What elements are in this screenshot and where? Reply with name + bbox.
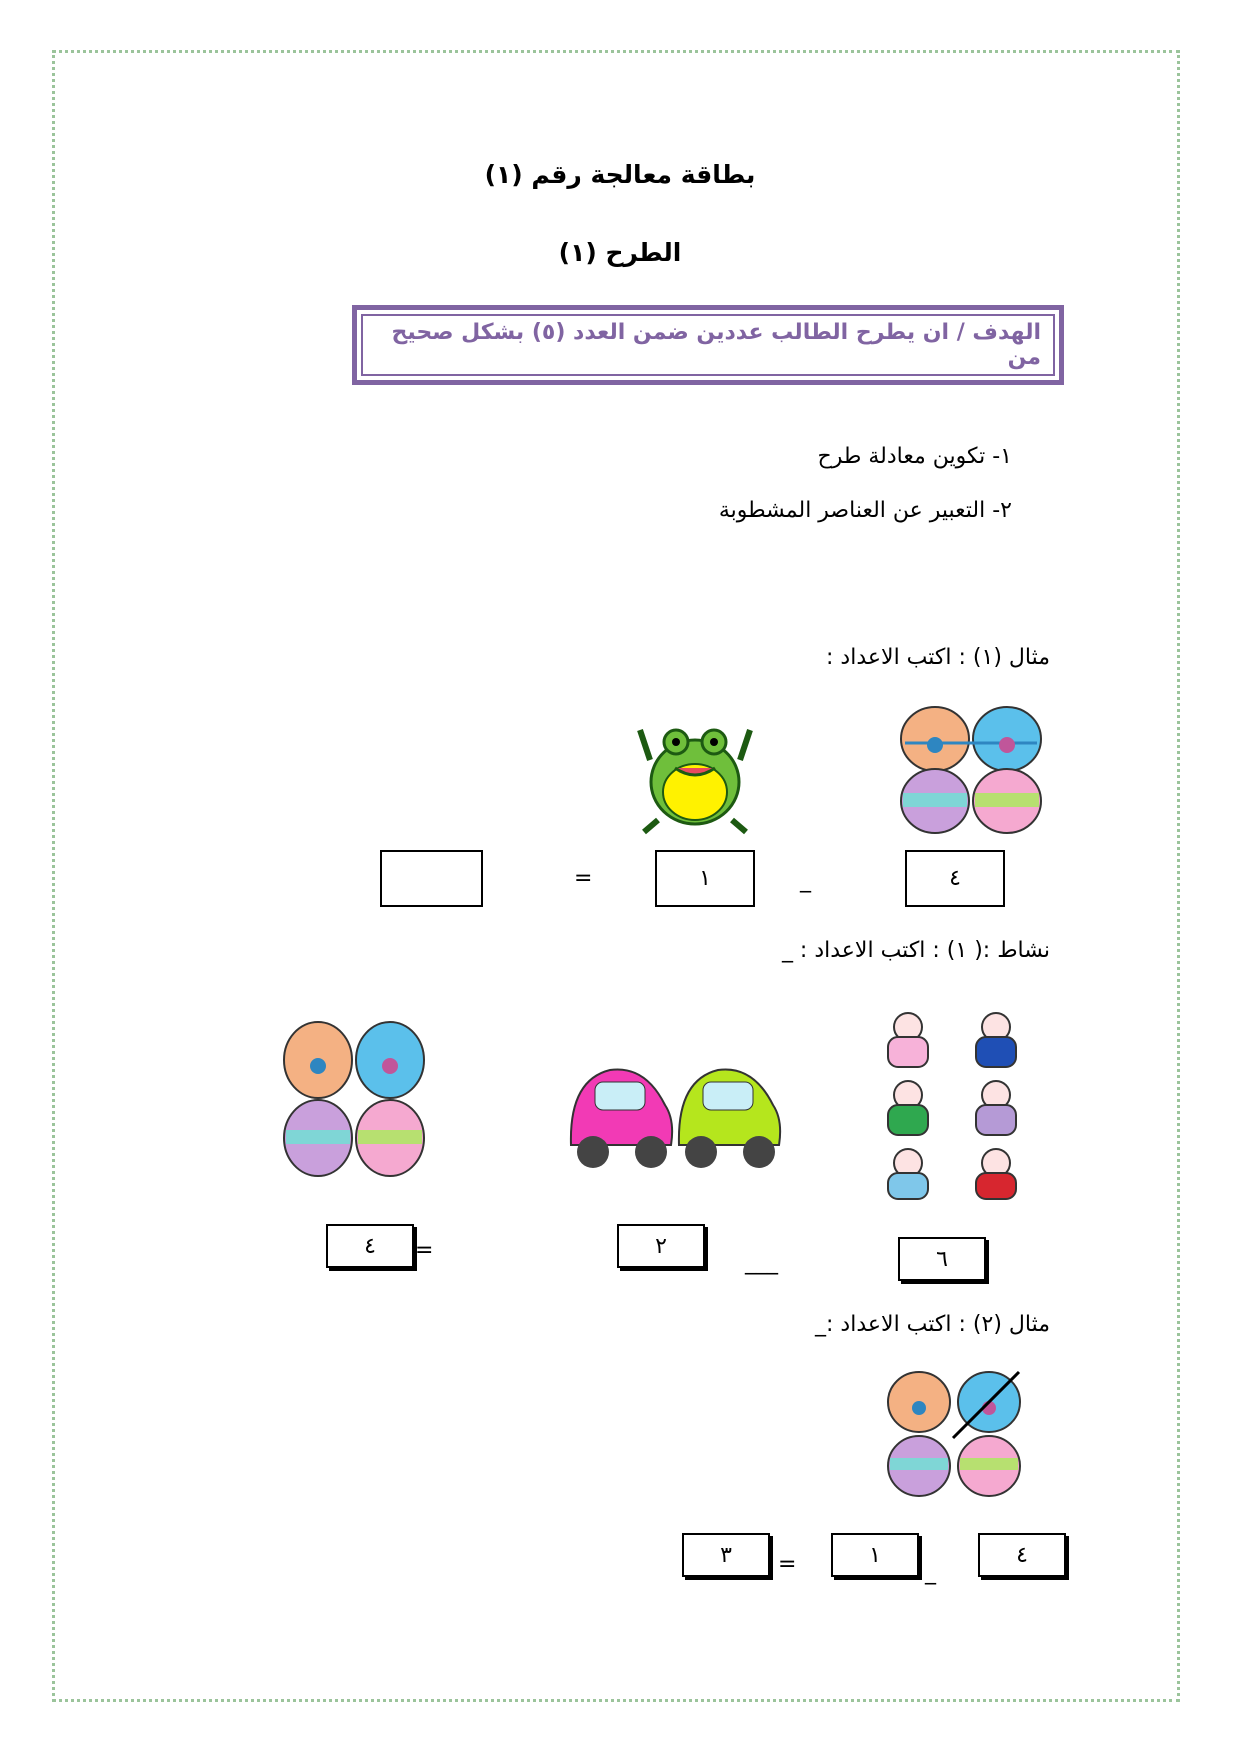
example1-minus: _ <box>800 868 811 893</box>
page-subtitle: الطرح (١) <box>558 238 682 267</box>
goal-text: الهدف / ان يطرح الطالب عددين ضمن العدد (٥) بشكل صحيح من <box>391 320 1041 370</box>
activity1-subtrahend-box[interactable]: ٢ <box>617 1224 705 1268</box>
example2-subtrahend-box[interactable]: ١ <box>831 1533 919 1577</box>
eggs-crossed-icon <box>885 1370 1025 1500</box>
example1-minuend-box[interactable]: ٤ <box>905 850 1005 907</box>
example1-subtrahend-box[interactable]: ١ <box>655 850 755 907</box>
example2-minuend-box[interactable]: ٤ <box>978 1533 1066 1577</box>
example2-result-box[interactable]: ٣ <box>682 1533 770 1577</box>
activity1-heading: نشاط :( ١) : اكتب الاعداد : _ <box>781 938 1050 963</box>
frog-icon <box>640 720 750 835</box>
goal-box <box>352 305 1064 385</box>
activity1-result-box[interactable]: ٤ <box>326 1224 414 1268</box>
example1-equals: = <box>574 866 593 891</box>
cars-icon <box>565 1050 785 1180</box>
page-title: بطاقة معالجة رقم (١) <box>484 160 756 189</box>
eggs-icon <box>280 1020 430 1180</box>
activity1-minus: ___ <box>745 1250 778 1275</box>
example1-result-box[interactable] <box>380 850 483 907</box>
objective-2: ٢- التعبير عن العناصر المشطوبة <box>718 498 1012 523</box>
activity1-equals: = <box>415 1238 434 1263</box>
objective-1: ١- تكوين معادلة طرح <box>817 444 1012 469</box>
example1-heading: مثال (١) : اكتب الاعداد : <box>826 645 1050 670</box>
snowmen-icon <box>868 1005 1044 1200</box>
activity1-minuend-box[interactable]: ٦ <box>898 1237 986 1281</box>
example2-minus: _ <box>925 1560 936 1585</box>
example2-heading: مثال (٢) : اكتب الاعداد :_ <box>815 1312 1050 1337</box>
example2-equals: = <box>778 1552 797 1577</box>
eggs-icon <box>895 705 1055 835</box>
